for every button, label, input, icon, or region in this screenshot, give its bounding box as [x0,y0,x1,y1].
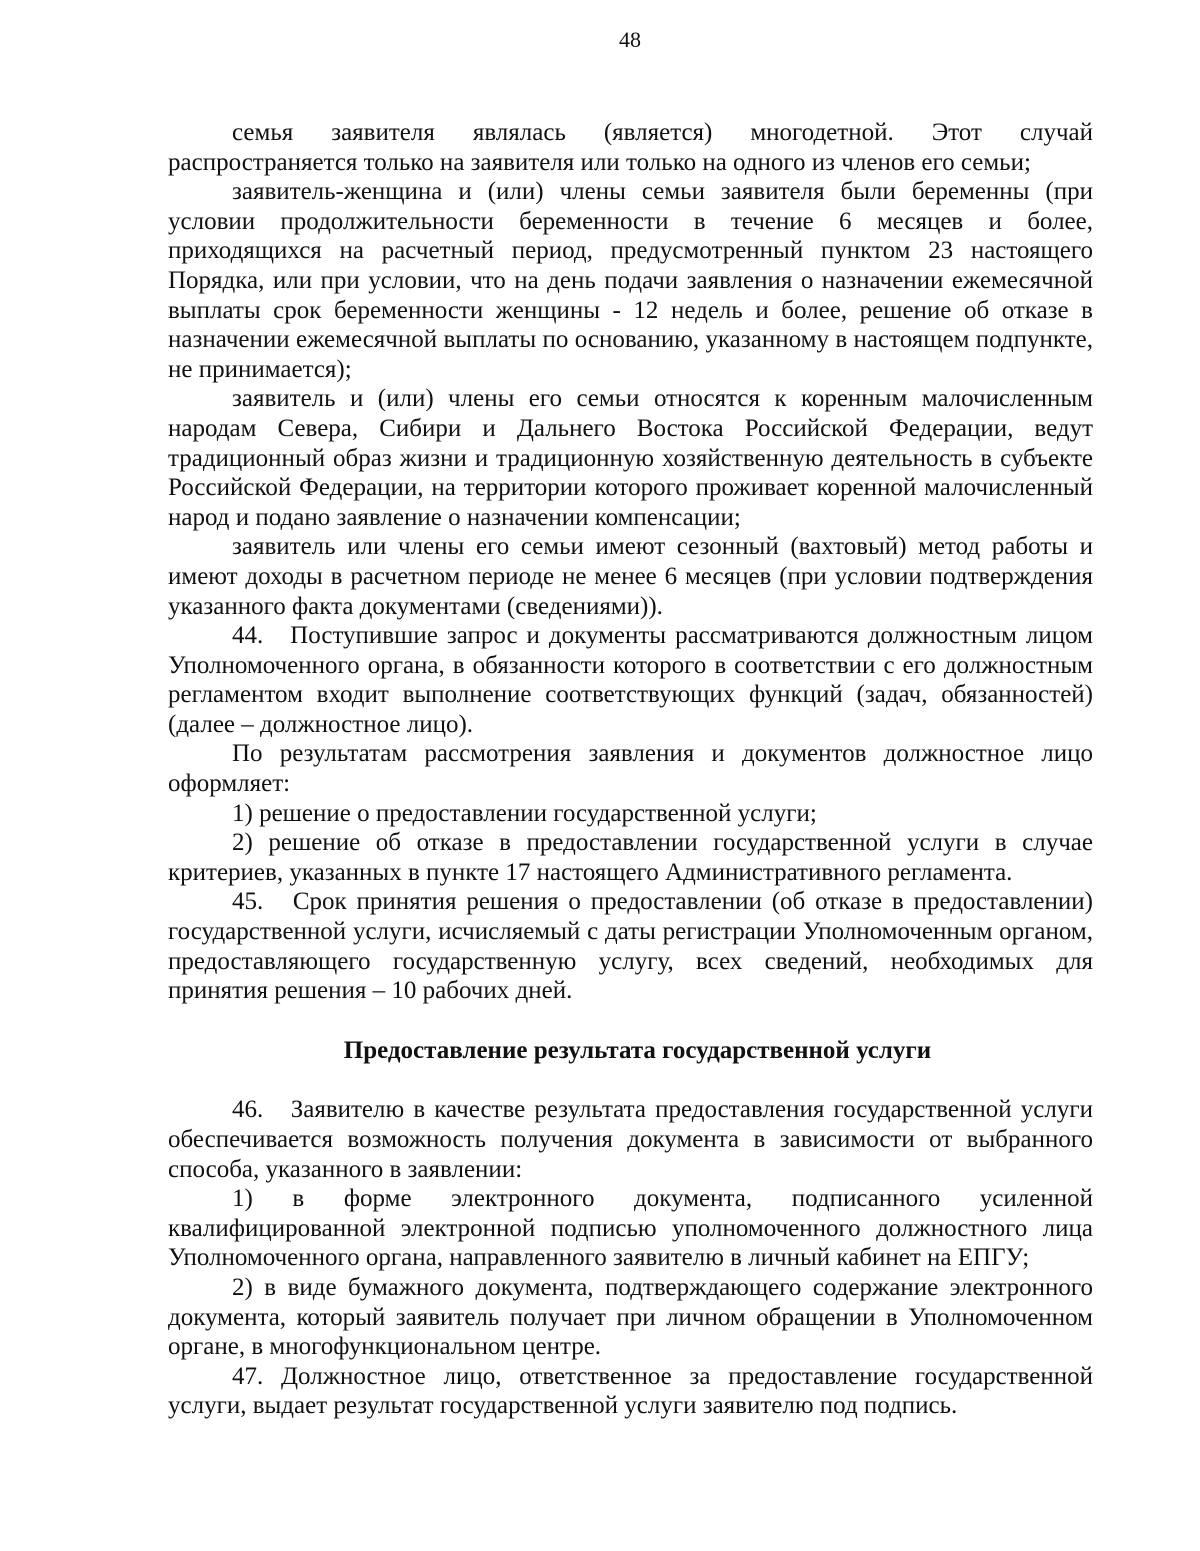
paragraph-seasonal-work-criterion: заявитель или члены его семьи имеют сезонный (вахтовый) метод работы и имеют доходы в расчетном периоде не менее 6 месяцев (при условии подтверждения указанного факта документами (сведениями)). [168,533,1093,620]
paragraph-44: 44. Поступившие запрос и документы рассматриваются должностным лицом Уполномоченного органа, в обязанности которого в соответствии с его должностным регламентом входит выполнение соответствующих функций (задач, обязанностей) (далее – должностное лицо). [168,622,1093,738]
section-heading: Предоставление результата государственной услуги [343,1036,932,1064]
document-body [168,118,1093,1421]
paragraph-45: 45. Срок принятия решения о предоставлении (об отказе в предоставлении) государственной услуги, исчисляемый с даты регистрации Уполномоченным органом, предоставляющего государственную услугу, всех сведений, необходимых для принятия решения – 10 рабочих дней. [168,888,1093,1005]
paragraph-indigenous-criterion: заявитель и (или) члены его семьи относятся к коренным малочисленным народам Севера, Сибири и Дальнего Востока Российской Федерации, ведут традиционный образ жизни и традиционную хозяйственную деятельность в субъекте Российской Федерации, на территории которого проживает коренной малочисленный народ и подано заявление о назначении компенсации; [168,385,1093,531]
list-item-paper-document: 2) в виде бумажного документа, подтверждающего содержание электронного документа, который заявитель получает при личном обращении в Уполномоченном органе, в многофункциональном центре. [168,1273,1093,1361]
page-number: 48 [619,27,641,52]
paragraph-review-results: По результатам рассмотрения заявления и документов должностное лицо оформляет: [168,740,1093,798]
list-item-grant-decision: 1) решение о предоставлении государственной услуги; [232,799,817,827]
list-item-electronic-document: 1) в форме электронного документа, подписанного усиленной квалифицированной электронной подписью уполномоченного должностного лица Уполномоченного органа, направленного заявителю в личный кабинет на ЕПГУ; [168,1185,1093,1272]
paragraph-46: 46. Заявителю в качестве результата предоставления государственной услуги обеспечивается возможность получения документа в зависимости от выбранного способа, указанного в заявлении: [168,1096,1093,1183]
paragraph-47: 47. Должностное лицо, ответственное за предоставление государственной услуги, выдает результат государственной услуги заявителю под подпись. [168,1362,1093,1420]
list-item-refusal-decision: 2) решение об отказе в предоставлении государственной услуги в случае критериев, указанных в пункте 17 настоящего Административного регламента. [168,829,1093,886]
paragraph-pregnancy-criterion: заявитель-женщина и (или) члены семьи заявителя были беременны (при условии продолжительности беременности в течение 6 месяцев и более, приходящихся на расчетный период, предусмотренный пунктом 23 настоящего Порядка, или при условии, что на день подачи заявления о назначении ежемесячной выплаты срок беременности женщины - 12 недель и более, решение об отказе в назначении ежемесячной выплаты по основанию, указанному в настоящем подпункте, не принимается); [168,178,1093,383]
paragraph-large-family-criterion: семья заявителя являлась (является) многодетной. Этот случай распространяется только на заявителя или только на одного из членов его семьи; [168,119,1093,176]
